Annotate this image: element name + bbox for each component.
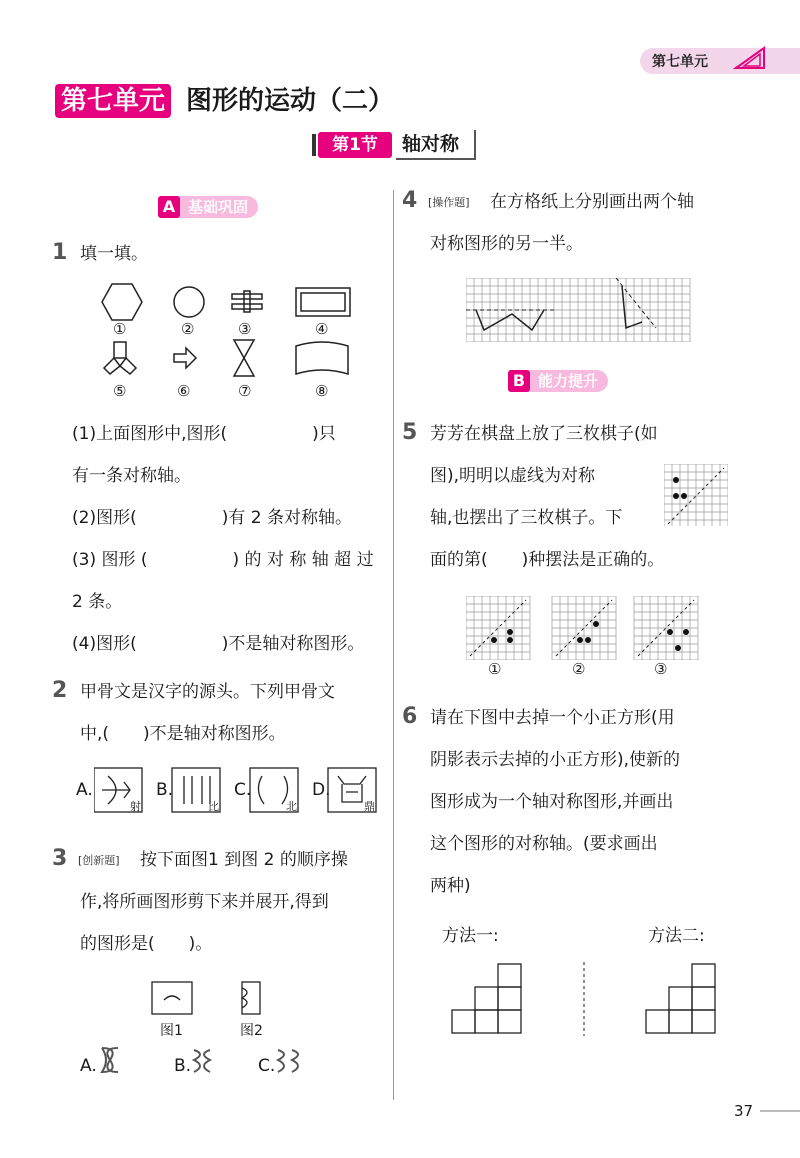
unit-tag-text: 第七单元 [652, 54, 708, 70]
unit-badge: 第七单元 [55, 84, 171, 118]
q2-option-a: A. [76, 780, 93, 800]
q3-tag: [创新题] [78, 854, 120, 867]
q3-fig2-label: 图2 [240, 1023, 263, 1039]
glyph-label: 射 [130, 800, 141, 813]
glyph-label: 北 [286, 800, 297, 813]
q5-line2: 图),明明以虚线为对称 [430, 466, 596, 486]
q1-number: 1 [52, 240, 68, 265]
q4-tag: [操作题] [428, 196, 470, 209]
q5-option-label: ① [488, 660, 502, 678]
q1-part1b: 有一条对称轴。 [72, 466, 191, 486]
q3-line1: 按下面图1 到图 2 的顺序操 [140, 850, 348, 870]
shape-label: ⑥ [177, 382, 191, 400]
section-title: 轴对称 [396, 130, 476, 160]
page-title: 图形的运动（二） [186, 86, 395, 116]
q6-squares [450, 962, 730, 1036]
q5-option-label: ③ [654, 660, 668, 678]
q3-number: 3 [52, 846, 68, 871]
q5-option-label: ② [572, 660, 586, 678]
q1-part3b: 2 条。 [72, 592, 123, 612]
q2-option-d: D. [312, 780, 331, 800]
section-marker [312, 134, 316, 156]
section-a-badge: 基础巩固 [158, 196, 258, 218]
q5-chessboard [664, 464, 728, 526]
q6-line2: 阴影表示去掉的小正方形),使新的 [430, 750, 681, 770]
q2-line1: 甲骨文是汉字的源头。下列甲骨文 [80, 682, 335, 702]
q3-figures [150, 978, 270, 1018]
q6-line3: 图形成为一个轴对称图形,并画出 [430, 792, 674, 812]
q6-line4: 这个图形的对称轴。(要求画出 [430, 834, 658, 854]
q4-line1: 在方格纸上分别画出两个轴 [490, 192, 694, 212]
q2-option-c: C. [234, 780, 252, 800]
glyph-label: 鼎 [364, 800, 375, 813]
shape-label: ⑧ [315, 382, 329, 400]
hexagon-shape [102, 284, 142, 320]
section-a-letter: A [158, 196, 180, 218]
shape-label: ② [181, 320, 195, 338]
q1-part4: (4)图形( )不是轴对称图形。 [72, 634, 365, 654]
shape-label: ④ [315, 320, 329, 338]
method2-label: 方法二: [648, 926, 705, 946]
arrow-shape [174, 348, 196, 368]
q3-line2: 作,将所画图形剪下来并展开,得到 [80, 892, 329, 912]
q3-option-c: C. [258, 1056, 276, 1076]
triangle-ruler-icon [732, 44, 768, 72]
q3-fig1-label: 图1 [160, 1023, 183, 1039]
q3-options-art [98, 1044, 308, 1078]
q1-part2: (2)图形( )有 2 条对称轴。 [72, 508, 352, 528]
section-badge: 第1节 [318, 132, 392, 158]
hourglass-shape [234, 340, 254, 376]
q2-option-b: B. [156, 780, 174, 800]
q6-line1: 请在下图中去掉一个小正方形(用 [430, 708, 675, 728]
q5-line4: 面的第( )种摆法是正确的。 [430, 550, 665, 570]
page-number: 37 [734, 1102, 754, 1120]
glyph-label: 比 [208, 800, 219, 813]
shape-label: ⑤ [113, 382, 127, 400]
q6-line5: 两种) [430, 876, 471, 896]
q4-line2: 对称图形的另一半。 [430, 234, 583, 254]
q2-number: 2 [52, 678, 68, 703]
q5-line1: 芳芳在棋盘上放了三枚棋子(如 [430, 424, 658, 444]
q1-stem: 填一填。 [80, 244, 148, 264]
trefoil-shape [104, 342, 136, 374]
shape-label: ③ [238, 320, 252, 338]
page-number-rule [760, 1110, 800, 1112]
q2-line2: 中,( )不是轴对称图形。 [80, 724, 286, 744]
q1-part1a: (1)上面图形中,图形( )只 [72, 424, 336, 444]
q1-part3a: (3) 图形 ( ) 的 对 称 轴 超 过 [72, 550, 374, 570]
column-divider [393, 190, 394, 1100]
q4-number: 4 [402, 188, 418, 213]
method1-label: 方法一: [442, 926, 499, 946]
shape-label: ① [113, 320, 127, 338]
circle-shape [174, 287, 204, 317]
q5-number: 5 [402, 420, 418, 445]
q3-option-b: B. [174, 1056, 192, 1076]
section-b-badge: 能力提升 [508, 370, 608, 392]
rectangle-shape [296, 288, 350, 316]
q3-option-a: A. [80, 1056, 97, 1076]
shape-label: ⑦ [238, 382, 252, 400]
wave-shape [296, 342, 348, 374]
q3-line3: 的图形是( )。 [80, 934, 213, 954]
q5-line3: 轴,也摆出了三枚棋子。下 [430, 508, 623, 528]
q6-number: 6 [402, 704, 418, 729]
section-b-letter: B [508, 370, 530, 392]
connector-shape [232, 291, 262, 312]
q5-options [466, 596, 702, 660]
q4-grid-paper [466, 278, 692, 342]
